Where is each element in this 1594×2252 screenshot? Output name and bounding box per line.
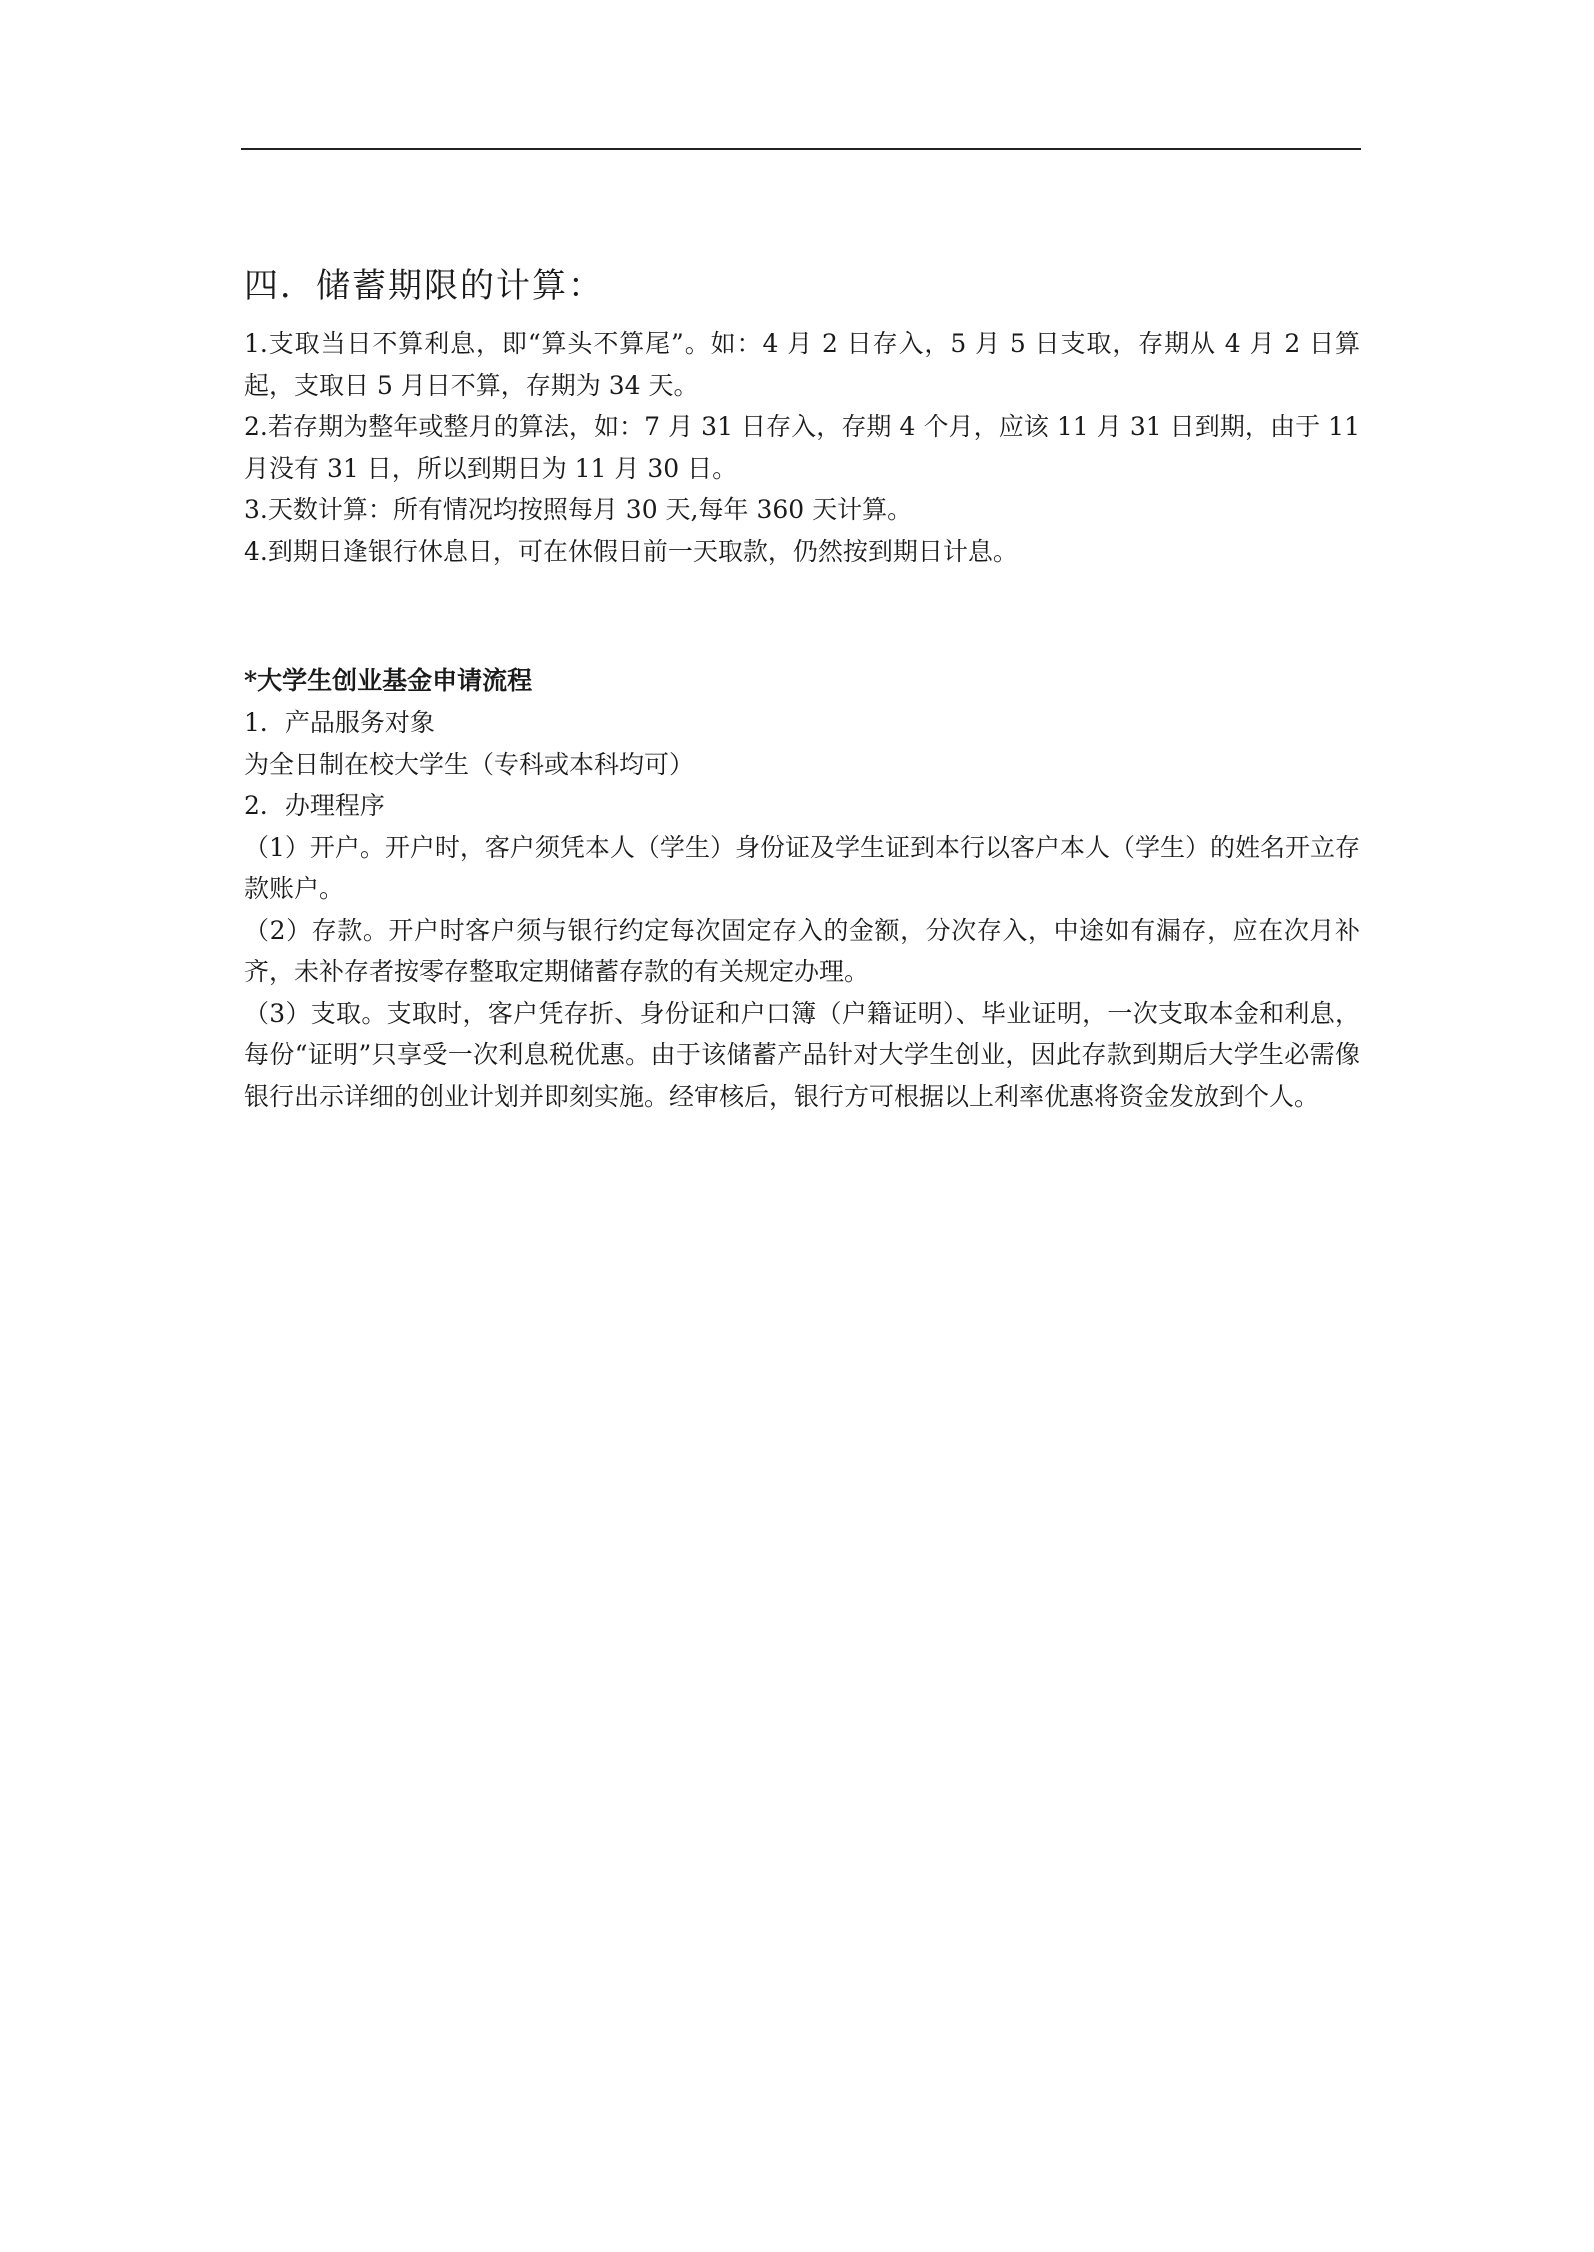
section-title: 四．储蓄期限的计算： (244, 266, 604, 306)
procedure-step: （1）开户。开户时，客户须凭本人（学生）身份证及学生证到本行以客户本人（学生）的姓名开立存款账户。 (244, 832, 1360, 903)
rule-item: 4.到期日逢银行休息日，可在休假日前一天取款，仍然按到期日计息。 (244, 536, 1018, 566)
rules-list (244, 323, 1360, 572)
target-heading: 1．产品服务对象 (244, 708, 435, 737)
target-text: 为全日制在校大学生（专科或本科均可） (244, 749, 695, 779)
procedure-heading: 2．办理程序 (244, 791, 385, 820)
rule-item: 3.天数计算：所有情况均按照每月 30 天,每年 360 天计算。 (244, 495, 913, 524)
header-rule (241, 148, 1361, 150)
fund-title: *大学生创业基金申请流程 (244, 666, 533, 695)
rule-item: 2.若存期为整年或整月的算法，如：7 月 31 日存入，存期 4 个月，应该 11 月 31 日到期，由于 11 月没有 31 日，所以到期日为 11 月 30 日。 (244, 412, 1360, 483)
procedure-step: （3）支取。支取时，客户凭存折、身份证和户口簿（户籍证明）、毕业证明，一次支取本金和利息，每份“证明”只享受一次利息税优惠。由于该储蓄产品针对大学生创业，因此存款到期后大学生必需像银行出示详细的创业计划并即刻实施。经审核后，银行方可根据以上利率优惠将资金发放到个人。 (244, 998, 1360, 1111)
rule-item: 1.支取当日不算利息，即“算头不算尾”。如：4 月 2 日存入，5 月 5 日支取，存期从 4 月 2 日算起，支取日 5 月日不算，存期为 34 天。 (244, 329, 1360, 400)
fund-body (244, 702, 1360, 1117)
procedure-step: （2）存款。开户时客户须与银行约定每次固定存入的金额，分次存入，中途如有漏存，应在次月补齐，未补存者按零存整取定期储蓄存款的有关规定办理。 (244, 915, 1360, 986)
